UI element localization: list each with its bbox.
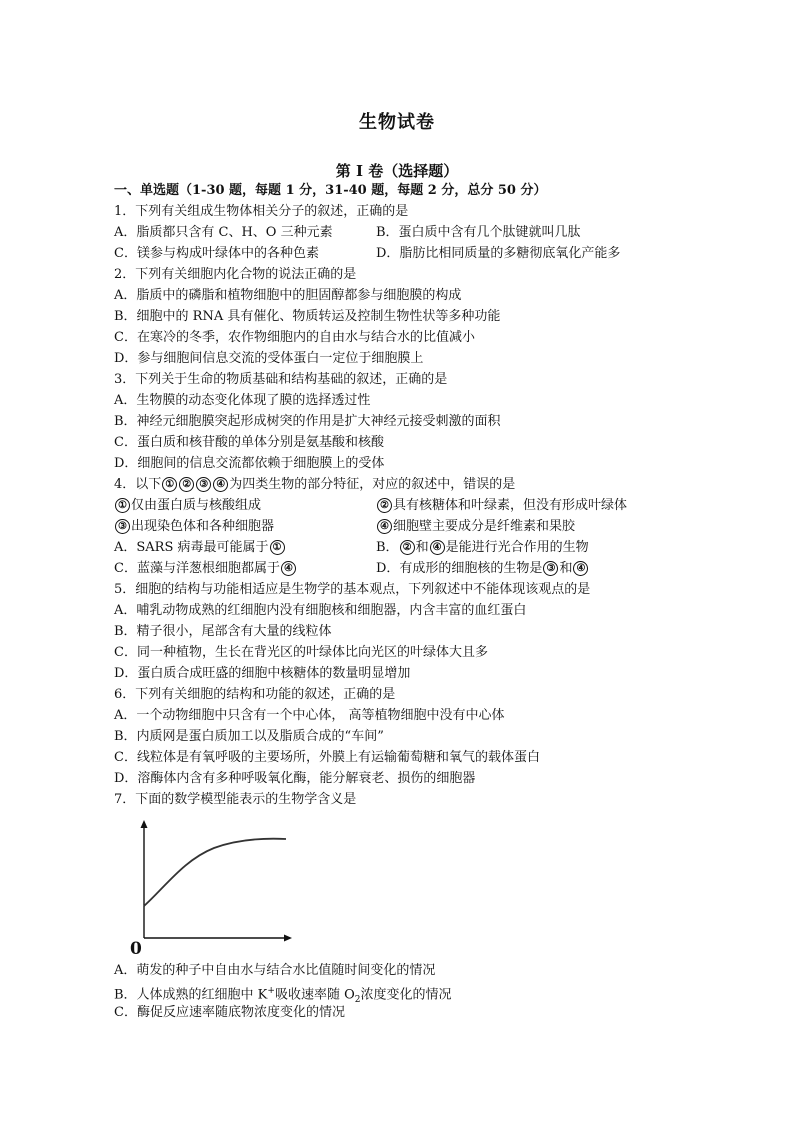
q7-option-b	[114, 981, 674, 1005]
q6-stem: 6．下列有关细胞的结构和功能的叙述，正确的是	[114, 687, 396, 702]
q4-option-a	[114, 537, 376, 558]
page-title: 生物试卷	[359, 112, 435, 133]
q2-option-b: B．细胞中的 RNA 具有催化、物质转运及控制生物性状等多种功能	[114, 309, 501, 324]
section-title: 第 I 卷（选择题）	[335, 162, 459, 180]
q3-option-b: B．神经元细胞膜突起形成树突的作用是扩大神经元接受刺激的面积	[114, 414, 501, 429]
q1-options-cd	[114, 243, 674, 264]
q4-option-d-and: 和	[559, 561, 573, 576]
q3-option-c: C．蛋白质和核苷酸的单体分别是氨基酸和核酸	[114, 435, 384, 450]
q4-option-d-text: D．有成形的细胞核的生物是	[376, 561, 543, 576]
q5-option-b: B．精子很小，尾部含有大量的线粒体	[114, 624, 332, 639]
q7-option-b-sup: +	[267, 986, 275, 996]
q5-option-c: C．同一种植物，生长在背光区的叶绿体比向光区的叶绿体大且多	[114, 645, 488, 660]
q4-feature-1	[114, 495, 376, 516]
marker-3: ③	[115, 519, 130, 534]
q7-option-c: C．酶促反应速率随底物浓度变化的情况	[114, 1005, 345, 1020]
marker-1: ①	[162, 477, 177, 492]
marker-4: ④	[573, 561, 588, 576]
q2-option-a: A．脂质中的磷脂和植物细胞中的胆固醇都参与细胞膜的构成	[114, 288, 462, 303]
q1-options-ab	[114, 222, 674, 243]
q3-option-a: A．生物膜的动态变化体现了膜的选择透过性	[114, 393, 371, 408]
exam-content	[114, 180, 674, 1023]
q7-option-b-sub: 2	[354, 994, 361, 1005]
q7-option-b-post: 浓度变化的情况	[360, 987, 452, 1003]
q4-option-a-text: A．SARS 病毒最可能属于	[114, 540, 269, 555]
q4-feature-4	[376, 516, 575, 537]
q1-option-b: B．蛋白质中含有几个肽键就叫几肽	[376, 225, 581, 240]
q4-option-b-text: 是能进行光合作用的生物	[445, 540, 589, 555]
q7-graph	[114, 816, 674, 956]
q2-option-c: C．在寒冷的冬季，农作物细胞内的自由水与结合水的比值减小	[114, 330, 475, 345]
q1-option-d: D．脂肪比相同质量的多糖彻底氧化产能多	[376, 246, 621, 261]
x-axis-arrow	[284, 935, 292, 942]
q5-stem: 5．细胞的结构与功能相适应是生物学的基本观点，下列叙述中不能体现该观点的是	[114, 582, 591, 597]
marker-2: ②	[400, 540, 415, 555]
q4-options-ab	[114, 537, 674, 558]
q4-options-cd	[114, 558, 674, 579]
q5-option-a: A．哺乳动物成熟的红细胞内没有细胞核和细胞器，内含丰富的血红蛋白	[114, 603, 527, 618]
q7-option-b-mid: 吸收速率随 O	[274, 987, 355, 1003]
q7-stem: 7．下面的数学模型能表示的生物学含义是	[114, 792, 357, 807]
q6-option-b: B．内质网是蛋白质加工以及脂质合成的“车间”	[114, 729, 384, 744]
q7-graph-svg	[128, 816, 298, 956]
q4-feature-2-text: 具有核糖体和叶绿素，但没有形成叶绿体	[393, 498, 628, 513]
q4-option-c-text: C．蓝藻与洋葱根细胞都属于	[114, 561, 280, 576]
q7-option-a: A．萌发的种子中自由水与结合水比值随时间变化的情况	[114, 963, 436, 978]
q1-option-a: A．脂质都只含有 C、H、O 三种元素	[114, 225, 333, 240]
q4-stem-post: 为四类生物的部分特征，对应的叙述中，错误的是	[229, 477, 516, 492]
q6-option-c: C．线粒体是有氧呼吸的主要场所，外膜上有运输葡萄糖和氧气的载体蛋白	[114, 750, 540, 765]
marker-4: ④	[281, 561, 296, 576]
q7-option-b-pre: B．人体成熟的红细胞中 K	[114, 987, 268, 1003]
q1-stem: 1．下列有关组成生物体相关分子的叙述，正确的是	[114, 204, 409, 219]
marker-2: ②	[377, 498, 392, 513]
q3-option-d: D．细胞间的信息交流都依赖于细胞膜上的受体	[114, 456, 385, 471]
marker-2: ②	[179, 477, 194, 492]
q2-stem: 2．下列有关细胞内化合物的说法正确的是	[114, 267, 357, 282]
q4-option-b-label: B．	[376, 540, 399, 555]
q4-stem	[114, 474, 674, 495]
q6-option-a: A．一个动物细胞中只含有一个中心体， 高等植物细胞中没有中心体	[114, 708, 505, 723]
q4-feature-3-text: 出现染色体和各种细胞器	[131, 519, 275, 534]
q4-option-b	[376, 537, 589, 558]
q4-feature-3	[114, 516, 376, 537]
marker-3: ③	[543, 561, 558, 576]
marker-4: ④	[213, 477, 228, 492]
q4-stem-pre: 4．以下	[114, 477, 162, 492]
q4-option-c	[114, 558, 376, 579]
curve-line	[144, 839, 286, 906]
q4-option-d	[376, 558, 589, 579]
q1-option-c: C．镁参与构成叶绿体中的各种色素	[114, 246, 319, 261]
q4-feature-1-text: 仅由蛋白质与核酸组成	[131, 498, 262, 513]
q3-stem: 3．下列关于生命的物质基础和结构基础的叙述，正确的是	[114, 372, 448, 387]
marker-4: ④	[430, 540, 445, 555]
q4-features-12	[114, 495, 674, 516]
marker-3: ③	[196, 477, 211, 492]
marker-4: ④	[377, 519, 392, 534]
q4-feature-2	[376, 495, 627, 516]
marker-1: ①	[115, 498, 130, 513]
q5-option-d: D．蛋白质合成旺盛的细胞中核糖体的数量明显增加	[114, 666, 411, 681]
q6-option-d: D．溶酶体内含有多种呼吸氧化酶，能分解衰老、损伤的细胞器	[114, 771, 476, 786]
origin-label: 0	[130, 939, 142, 956]
y-axis-arrow	[141, 820, 148, 828]
marker-1: ①	[270, 540, 285, 555]
q2-option-d: D．参与细胞间信息交流的受体蛋白一定位于细胞膜上	[114, 351, 424, 366]
q4-features-34	[114, 516, 674, 537]
instructions: 一、单选题（1-30 题，每题 1 分，31-40 题，每题 2 分，总分 50 分）	[114, 183, 547, 198]
q4-option-b-and: 和	[415, 540, 429, 555]
q4-feature-4-text: 细胞壁主要成分是纤维素和果胶	[393, 519, 576, 534]
